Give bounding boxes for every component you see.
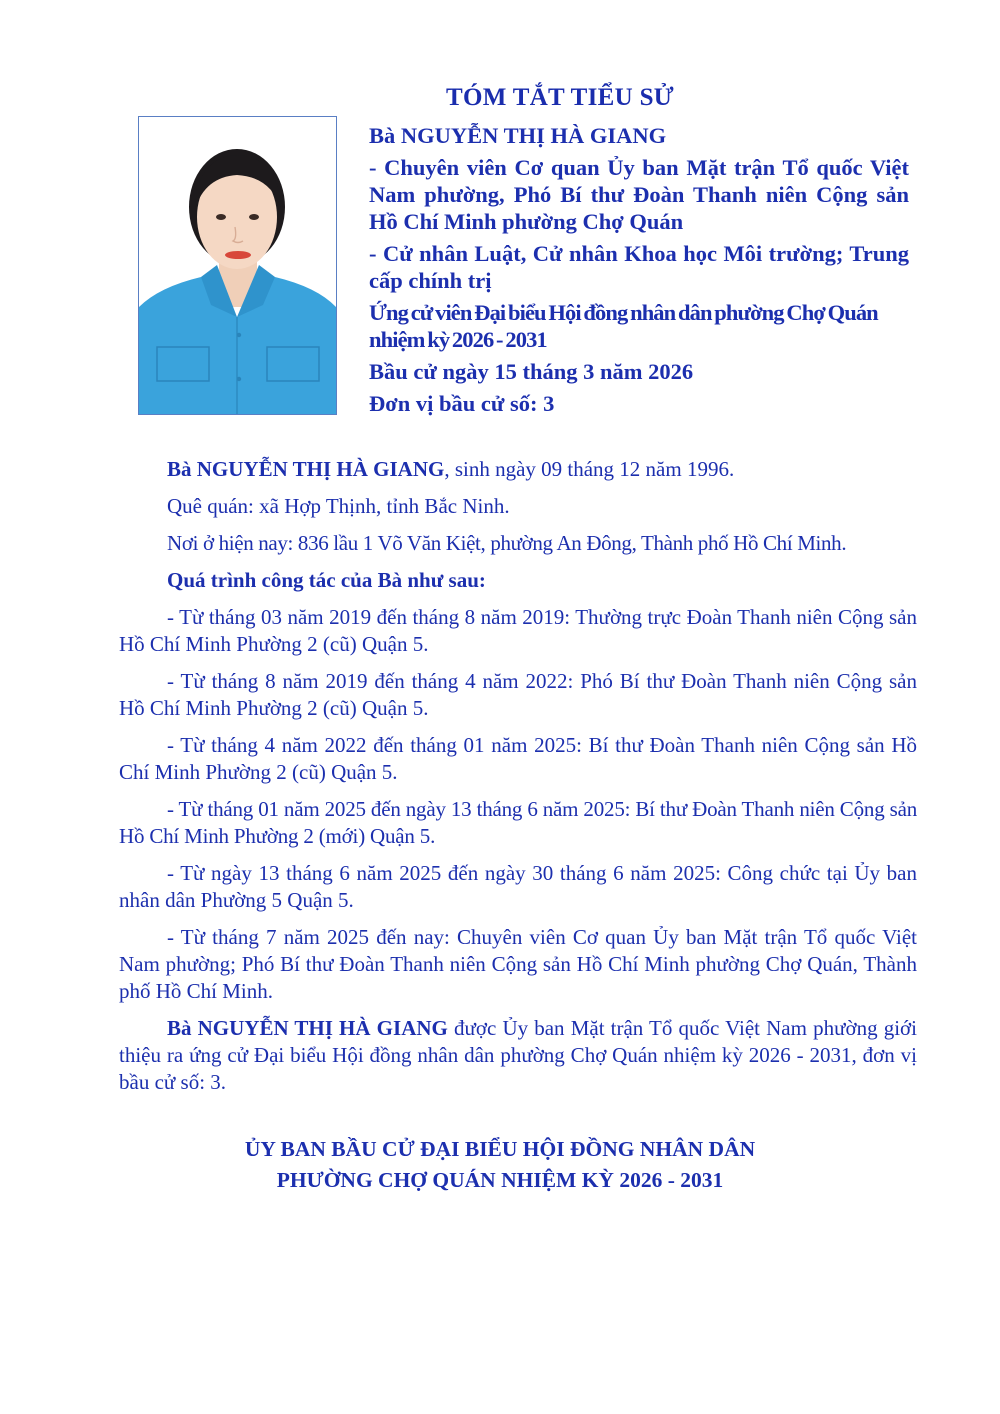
nomination-paragraph — [119, 1015, 917, 1096]
document-title: TÓM TẮT TIỂU SỬ — [446, 84, 674, 111]
candidate-education: - Cử nhân Luật, Cử nhân Khoa học Môi trường; Trung cấp chính trị — [369, 241, 909, 293]
residence: Nơi ở hiện nay: 836 lầu 1 Võ Văn Kiệt, phường An Đông, Thành phố Hồ Chí Minh. — [167, 531, 847, 555]
candidate-summary — [369, 122, 909, 422]
candidate-photo — [138, 116, 337, 415]
candidate-position: - Chuyên viên Cơ quan Ủy ban Mặt trận Tổ quốc Việt Nam phường, Phó Bí thư Đoàn Thanh niên Cộng sản Hồ Chí Minh phường Chợ Quán — [369, 155, 909, 234]
committee-line-1: ỦY BAN BẦU CỬ ĐẠI BIỂU HỘI ĐỒNG NHÂN DÂN — [244, 1137, 756, 1161]
hometown: Quê quán: xã Hợp Thịnh, tỉnh Bắc Ninh. — [167, 494, 510, 518]
birth-info: , sinh ngày 09 tháng 12 năm 1996. — [444, 457, 735, 481]
career-item: - Từ tháng 4 năm 2022 đến tháng 01 năm 2025: Bí thư Đoàn Thanh niên Cộng sản Hồ Chí Minh Phường 2 (cũ) Quận 5. — [119, 733, 917, 784]
nomination-text: được Ủy ban Mặt trận Tổ quốc Việt Nam phường giới thiệu ra ứng cử Đại biểu Hội đồng nhân dân phường Chợ Quán nhiệm kỳ 2026 - 2031, đơn vị bầu cử số: 3. — [119, 1016, 917, 1094]
election-date: Bầu cử ngày 15 tháng 3 năm 2026 — [369, 359, 694, 384]
career-heading: Quá trình công tác của Bà như sau: — [167, 568, 486, 592]
bio-name: Bà NGUYỄN THỊ HÀ GIANG — [167, 457, 445, 481]
career-item: - Từ tháng 7 năm 2025 đến nay: Chuyên viên Cơ quan Ủy ban Mặt trận Tổ quốc Việt Nam phường; Phó Bí thư Đoàn Thanh niên Cộng sản Hồ Chí Minh phường Chợ Quán, Thành phố Hồ Chí Minh. — [119, 925, 917, 1003]
closing-name: Bà NGUYỄN THỊ HÀ GIANG — [167, 1016, 448, 1040]
issuing-committee — [150, 1134, 850, 1196]
career-item: - Từ tháng 03 năm 2019 đến tháng 8 năm 2019: Thường trực Đoàn Thanh niên Cộng sản Hồ Chí Minh Phường 2 (cũ) Quận 5. — [119, 605, 917, 656]
committee-line-2: PHƯỜNG CHỢ QUÁN NHIỆM KỲ 2026 - 2031 — [276, 1168, 724, 1192]
career-item: - Từ ngày 13 tháng 6 năm 2025 đến ngày 30 tháng 6 năm 2025: Công chức tại Ủy ban nhân dân Phường 5 Quận 5. — [119, 861, 917, 912]
biography-body — [119, 456, 917, 1106]
career-item: - Từ tháng 8 năm 2019 đến tháng 4 năm 2022: Phó Bí thư Đoàn Thanh niên Cộng sản Hồ Chí Minh Phường 2 (cũ) Quận 5. — [119, 669, 917, 720]
career-item: - Từ tháng 01 năm 2025 đến ngày 13 tháng 6 năm 2025: Bí thư Đoàn Thanh niên Cộng sản Hồ Chí Minh Phường 2 (mới) Quận 5. — [119, 797, 917, 848]
candidacy-statement: Ứng cử viên Đại biểu Hội đồng nhân dân phường Chợ Quán nhiệm kỳ 2026 - 2031 — [369, 300, 878, 352]
constituency-number: Đơn vị bầu cử số: 3 — [369, 391, 555, 416]
portrait-image — [139, 117, 336, 414]
candidate-name: Bà NGUYỄN THỊ HÀ GIANG — [369, 123, 667, 148]
birth-paragraph — [119, 456, 917, 483]
